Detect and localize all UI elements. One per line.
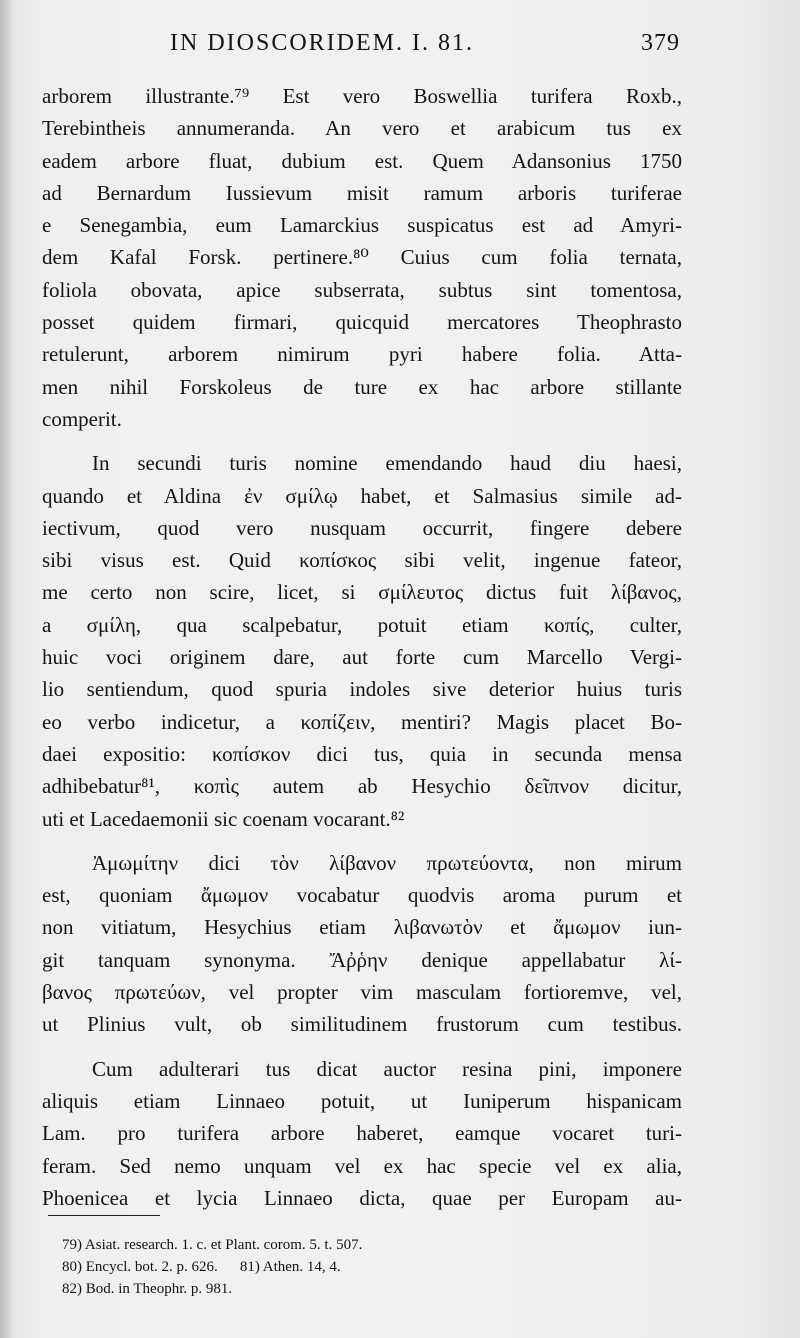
text-line: Ἀμωμίτην dici τὸν λίβανον πρωτεύοντα, non mirum	[92, 850, 682, 875]
footnote-line	[62, 1256, 622, 1278]
paragraph-3	[42, 847, 682, 1041]
paragraph-1	[42, 80, 682, 435]
text-line: feram. Sed nemo unquam vel ex hac specie vel ex alia,	[42, 1153, 682, 1178]
paragraph-4	[42, 1053, 682, 1214]
body-text	[42, 80, 682, 1214]
footnote-82: 82) Bod. in Theophr. p. 981.	[62, 1281, 233, 1297]
text-line: me certo non scire, licet, si σμίλευτος dictus fuit λίβανος,	[42, 580, 682, 605]
text-line: a σμίλη, qua scalpebatur, potuit etiam κοπίς, culter,	[42, 612, 682, 637]
footnote-80: 80) Encycl. bot. 2. p. 626.	[62, 1259, 218, 1275]
text-line: Lam. pro turifera arbore haberet, eamque vocaret turi-	[42, 1121, 682, 1146]
text-line: βανος πρωτεύων, vel propter vim masculam fortioremve, vel,	[42, 980, 682, 1005]
text-line: Cum adulterari tus dicat auctor resina pini, imponere	[92, 1056, 682, 1081]
text-line: non vitiatum, Hesychius etiam λιβανωτὸν et ἄμωμον iun-	[42, 915, 682, 940]
text-line: retulerunt, arborem nimirum pyri habere folia. Atta-	[42, 342, 682, 367]
text-line: adhibebatur⁸¹, κοπὶς autem ab Hesychio δεῖπνον dicitur,	[42, 774, 682, 799]
text-line: huic voci originem dare, aut forte cum Marcello Vergi-	[42, 645, 682, 670]
paragraph-2	[42, 447, 682, 835]
text-line: In secundi turis nomine emendando haud diu haesi,	[92, 451, 682, 476]
text-line: posset quidem firmari, quicquid mercatores Theophrasto	[42, 310, 682, 335]
footnote-rule	[48, 1215, 160, 1216]
page-number: 379	[641, 30, 680, 56]
text-line: foliola obovata, apice subserrata, subtus sint tomentosa,	[42, 277, 682, 302]
text-line: Terebintheis annumeranda. An vero et arabicum tus ex	[42, 116, 682, 141]
text-line: men nihil Forskoleus de ture ex hac arbore stillante	[42, 374, 682, 399]
text-line: sibi visus est. Quid κοπίσκος sibi velit, ingenue fateor,	[42, 548, 682, 573]
text-line: comperit.	[42, 406, 122, 431]
text-line: arborem illustrante.⁷⁹ Est vero Boswellia turifera Roxb.,	[42, 84, 682, 108]
text-line: dem Kafal Forsk. pertinere.⁸⁰ Cuius cum folia ternata,	[42, 245, 682, 270]
text-line: git tanquam synonyma. Ἄῤῥην denique appellabatur λί-	[42, 947, 682, 972]
spine-shadow	[0, 0, 14, 1338]
footnote-79: 79) Asiat. research. 1. c. et Plant. corom. 5. t. 507.	[62, 1237, 363, 1253]
text-line: Phoenicea et lycia Linnaeo dicta, quae per Europam au-	[42, 1185, 682, 1210]
footnote-81: 81) Athen. 14, 4.	[239, 1259, 341, 1275]
text-line: aliquis etiam Linnaeo potuit, ut Iuniperum hispanicam	[42, 1088, 682, 1113]
text-line: daei expositio: κοπίσκον dici tus, quia in secunda mensa	[42, 741, 682, 766]
text-line: e Senegambia, eum Lamarckius suspicatus est ad Amyri-	[42, 213, 682, 238]
text-line: quando et Aldina ἐν σμίλῳ habet, et Salmasius simile ad-	[42, 483, 682, 508]
footnotes	[62, 1234, 622, 1300]
page-header	[42, 30, 682, 70]
text-line: iectivum, quod vero nusquam occurrit, fingere debere	[42, 515, 682, 540]
text-line: eo verbo indicetur, a κοπίζειν, mentiri? Magis placet Bo-	[42, 709, 682, 734]
text-line: eadem arbore fluat, dubium est. Quem Adansonius 1750	[42, 148, 682, 173]
text-line: ad Bernardum Iussievum misit ramum arboris turiferae	[42, 180, 682, 205]
running-head: IN DIOSCORIDEM. I. 81.	[170, 30, 474, 56]
text-line: uti et Lacedaemonii sic coenam vocarant.⁸²	[42, 806, 405, 831]
text-line: lio sentiendum, quod spuria indoles sive deterior huius turis	[42, 677, 682, 702]
text-line: est, quoniam ἄμωμον vocabatur quodvis aroma purum et	[42, 883, 682, 908]
text-line: ut Plinius vult, ob similitudinem frustorum cum testibus.	[42, 1012, 682, 1037]
